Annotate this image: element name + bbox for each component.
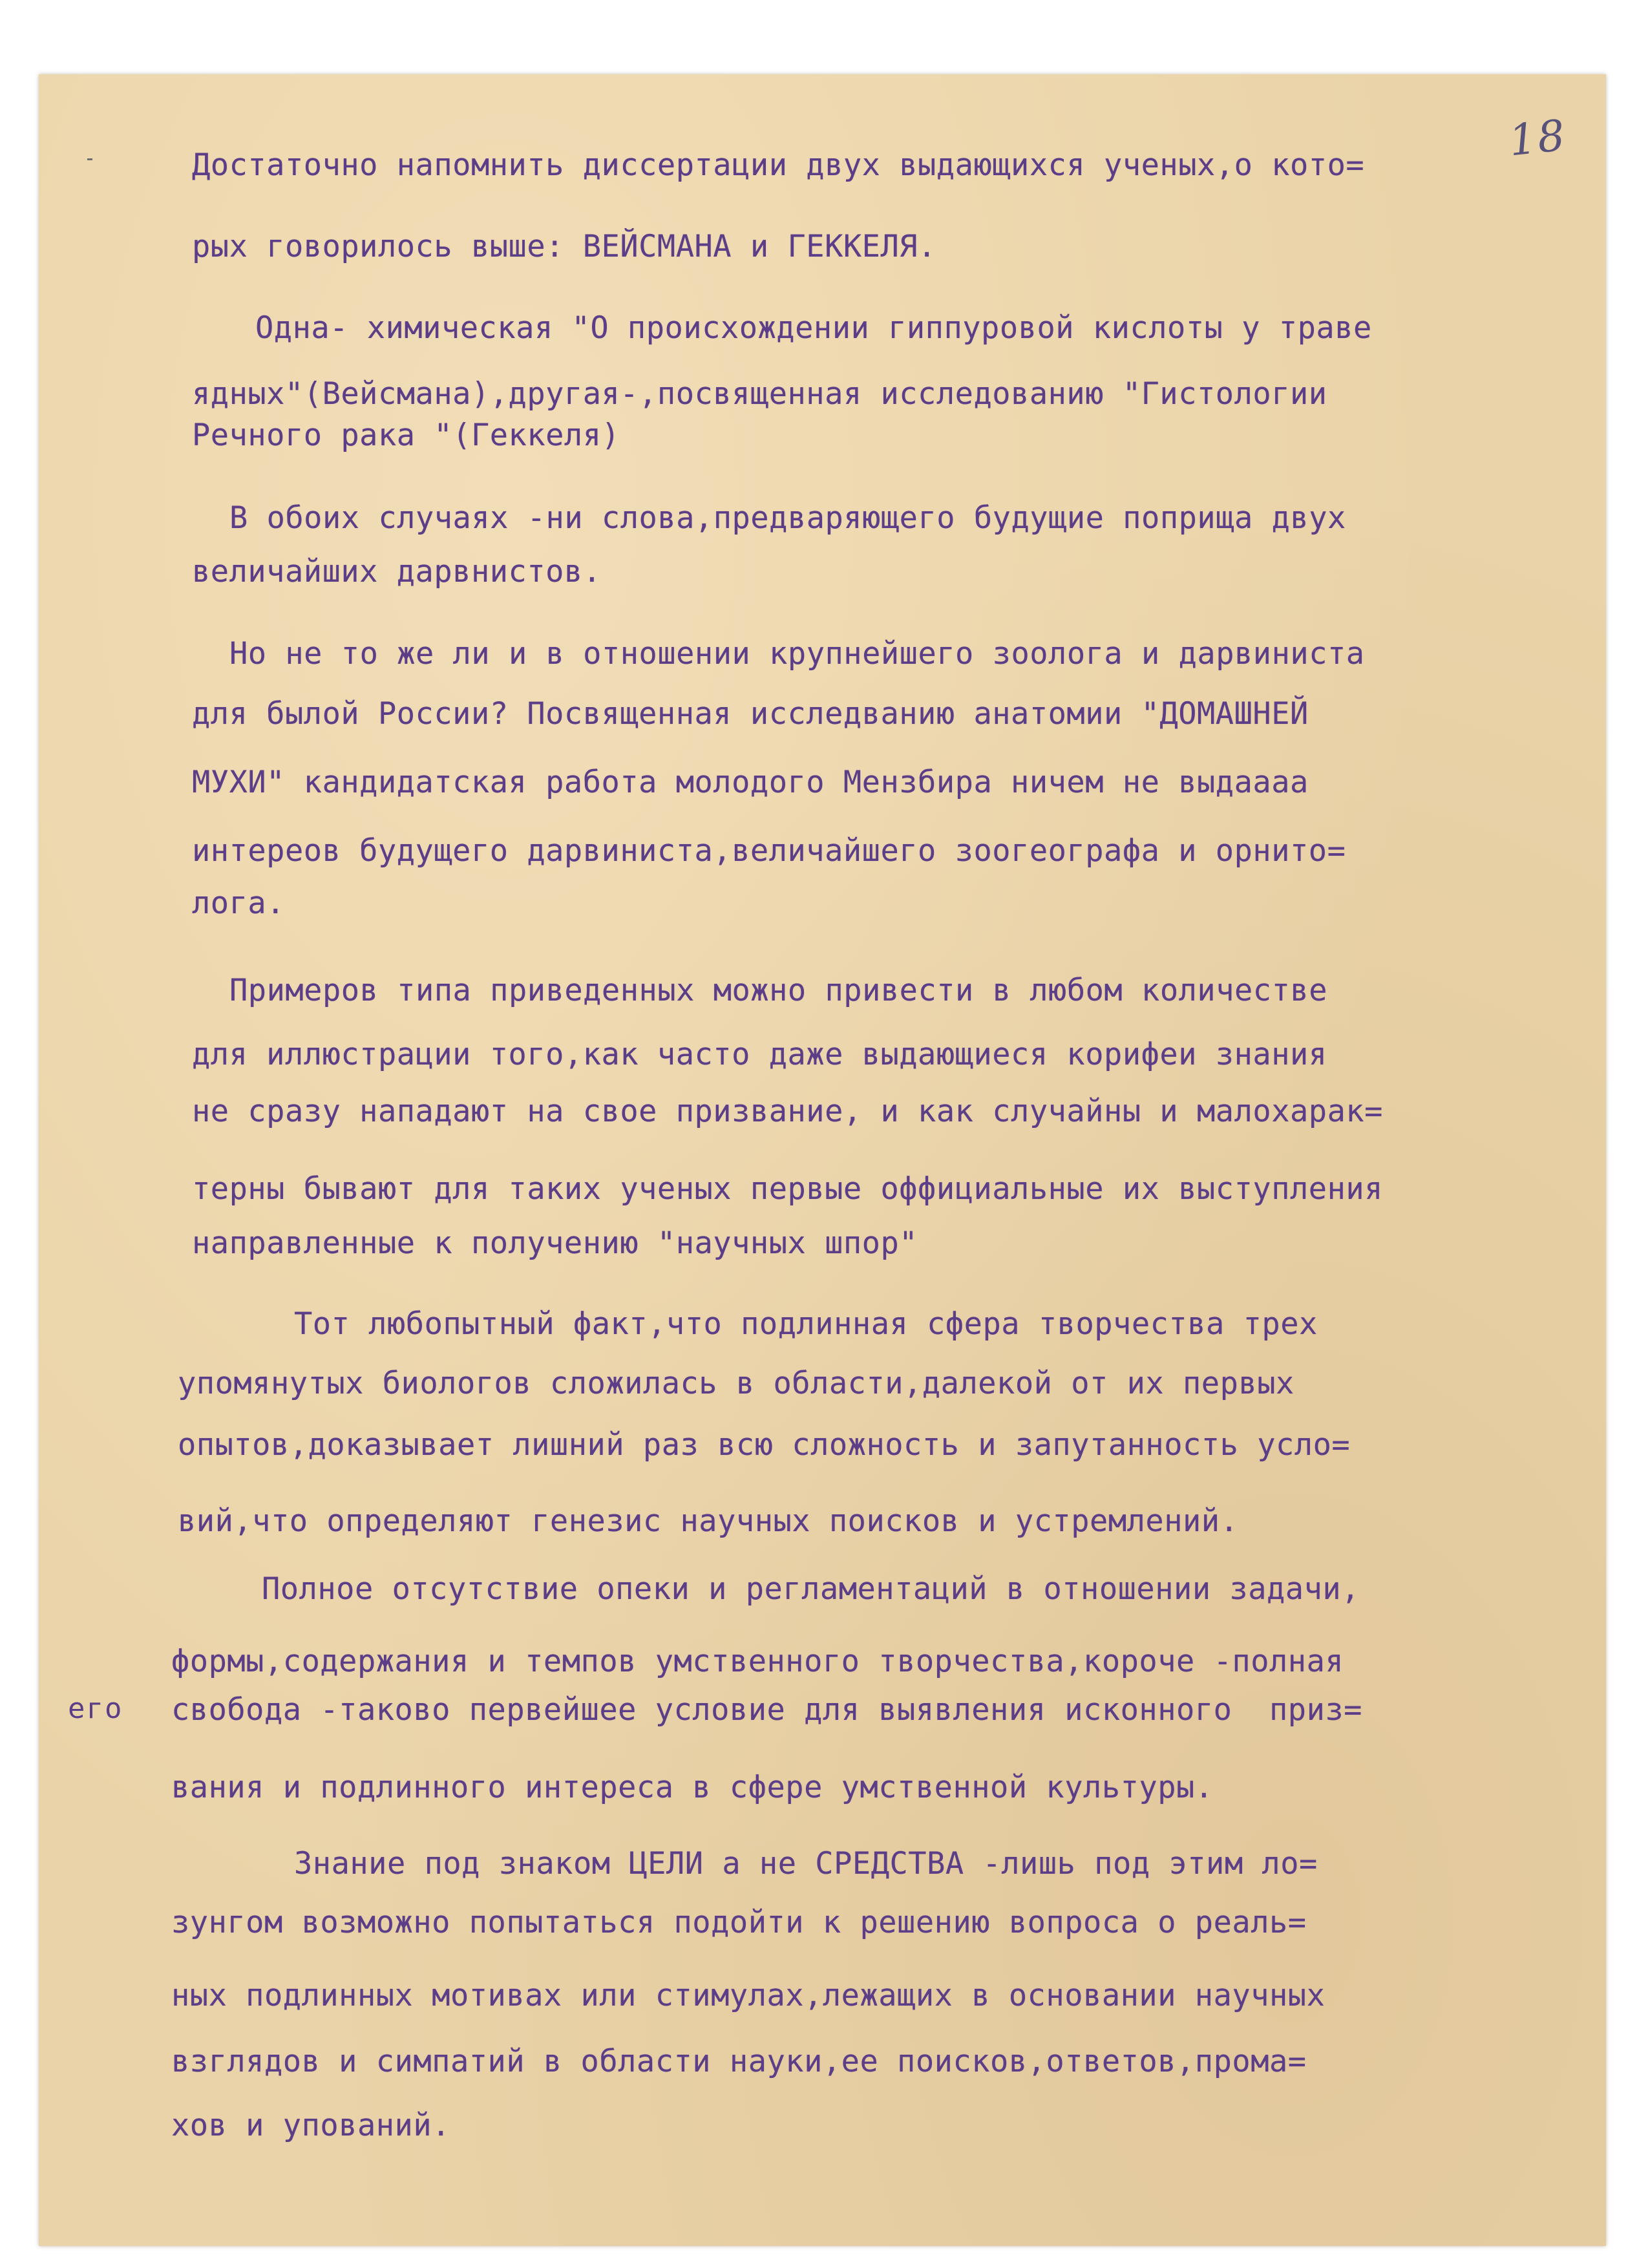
text-line: зунгом возможно попытаться подойти к решению вопроса о реаль=	[171, 1905, 1307, 1940]
text-line: взглядов и симпатий в области науки,ее поисков,ответов,прома=	[171, 2044, 1307, 2079]
text-line: хов и упований.	[171, 2108, 450, 2143]
text-line: вания и подлинного интереса в сфере умственной культуры.	[171, 1770, 1214, 1805]
text-line: В обоих случаях -ни слова,предваряющего будущие поприща двух	[229, 500, 1346, 536]
text-line: свобода -таково первейшее условие для выявления исконного приз=	[171, 1692, 1362, 1728]
text-line: Полное отсутствие опеки и регламентаций в отношении задачи,	[262, 1571, 1360, 1607]
text-line: упомянутых биологов сложилась в области,далекой от их первых	[178, 1366, 1294, 1401]
text-line: МУХИ" кандидатская работа молодого Мензбира ничем не выдаааа	[192, 765, 1309, 800]
text-line: направленные к получению "научных шпор"	[192, 1225, 918, 1261]
page-number: 18	[1506, 110, 1569, 166]
text-line: не сразу нападают на свое призвание, и как случайны и малохарак=	[192, 1094, 1383, 1129]
text-line: вий,что определяют генезис научных поисков и устремлений.	[178, 1503, 1239, 1539]
text-line: ных подлинных мотивах или стимулах,лежащих в основании научных	[171, 1978, 1326, 2013]
text-line: величайших дарвнистов.	[192, 554, 602, 589]
text-line: формы,содержания и темпов умственного творчества,короче -полная	[171, 1644, 1344, 1679]
text-line: лога.	[192, 885, 285, 921]
margin-note: его	[68, 1692, 123, 1725]
text-line: опытов,доказывает лишний раз всю сложность и запутанность усло=	[178, 1427, 1351, 1463]
text-line: для былой России? Посвященная исследванию анатомии "ДОМАШНЕЙ	[192, 696, 1309, 732]
text-line: Знание под знаком ЦЕЛИ а не СРЕДСТВА -лишь под этим ло=	[294, 1846, 1318, 1881]
text-line: для иллюстрации того,как часто даже выдающиеся корифеи знания	[192, 1037, 1327, 1072]
text-line: Тот любопытный факт,что подлинная сфера творчества трех	[294, 1306, 1318, 1342]
text-line: Одна- химическая "О происхождении гиппуровой кислоты у траве	[255, 310, 1372, 346]
text-line: интереов будущего дарвиниста,величайшего зоогеографа и орнито=	[192, 833, 1346, 869]
text-line: ядных"(Вейсмана),другая-,посвященная исследованию "Гистологии	[192, 376, 1327, 412]
text-line: Но не то же ли и в отношении крупнейшего зоолога и дарвиниста	[229, 636, 1365, 672]
text-line: рых говорилось выше: ВЕЙСМАНА и ГЕККЕЛЯ.	[192, 229, 936, 264]
text-line: терны бывают для таких ученых первые оффициальные их выступления	[192, 1171, 1383, 1207]
margin-mark	[87, 158, 92, 160]
text-line: Речного рака "(Геккеля)	[192, 418, 620, 453]
text-line: Достаточно напомнить диссертации двух выдающихся ученых,о кото=	[192, 147, 1365, 183]
text-line: Примеров типа приведенных можно привести в любом количестве	[229, 973, 1327, 1008]
